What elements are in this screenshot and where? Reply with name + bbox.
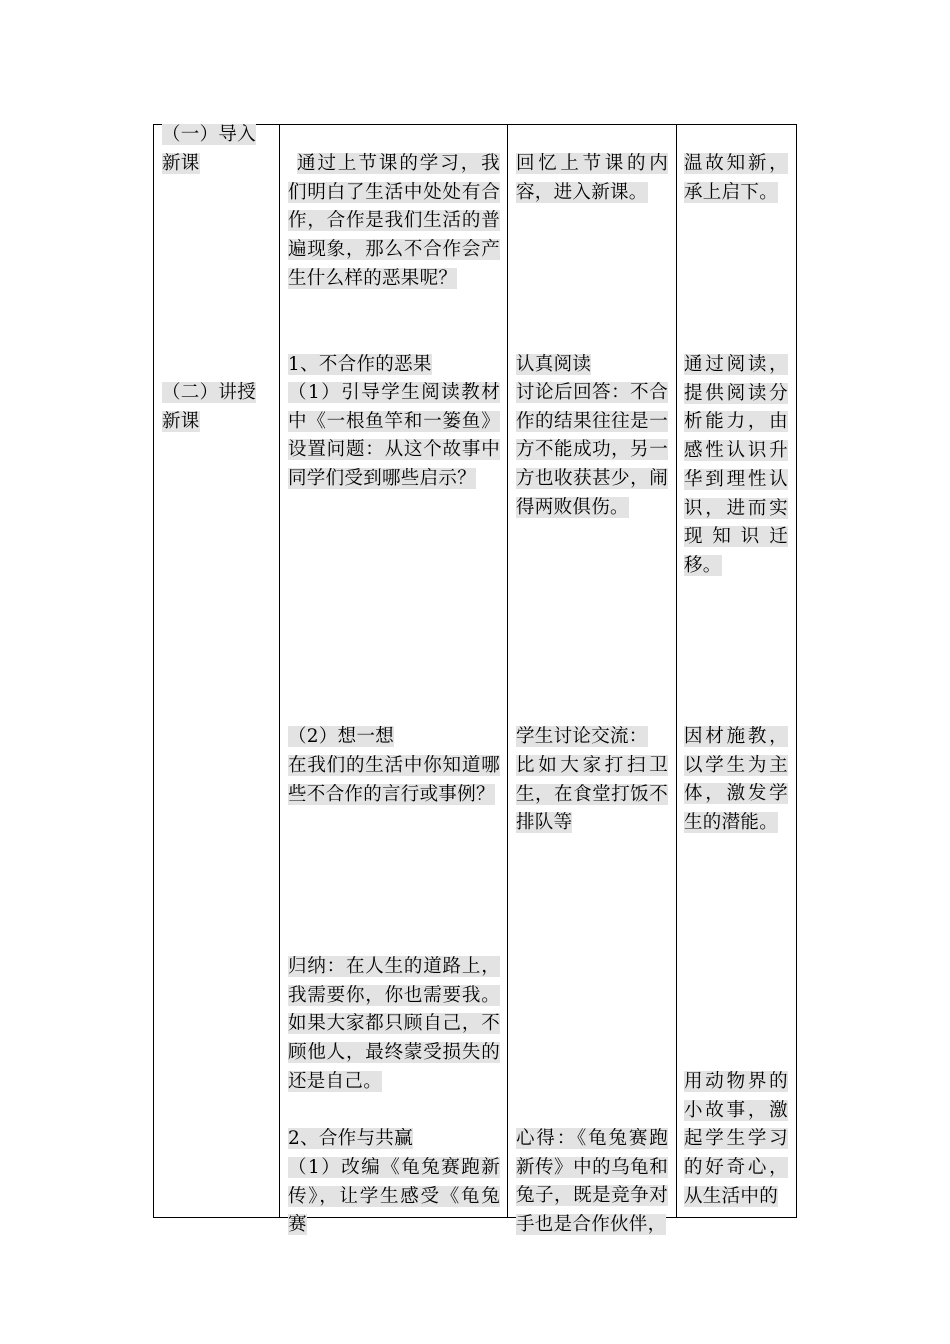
column-divider-3 [676,125,677,1217]
student-activity-3: 心得：《龟兔赛跑新传》中的乌龟和兔子，既是竞争对手也是合作伙伴， [516,1128,668,1236]
student-intro: 回忆上节课的内容，进入新课。 [516,153,668,203]
teacher-intro: 通过上节课的学习，我们明白了生活中处处有合作，合作是我们生活的普遍现象，那么不合作会产生什么样的恶果呢？ [288,153,500,289]
column-divider-1 [279,125,280,1217]
teacher-section-2-heading: 2、合作与共赢 [288,1128,413,1149]
teacher-summary: 归纳：在人生的道路上，我需要你，你也需要我。如果大家都只顾自己，不顾他人，最终蒙受损失的还是自己。 [288,956,500,1092]
intent-activity-3: 用动物界的小故事，激起学生学习的好奇心，从生活中的 [684,1071,788,1207]
student-activity-2-title: 学生讨论交流： [516,726,648,747]
column-divider-2 [507,125,508,1217]
intent-activity-1: 通过阅读，提供阅读分析能力，由感性认识升华到理性认识，进而实现知识迁移。 [684,354,788,576]
student-activity-1-answer: 讨论后回答：不合作的结果往往是一方不能成功，另一方也收获甚少，闹得两败俱伤。 [516,382,668,518]
teacher-activity-2-question: 在我们的生活中你知道哪些不合作的言行或事例？ [288,755,500,805]
intent-intro: 温故知新，承上启下。 [684,153,788,203]
teacher-activity-1: （1）引导学生阅读教材中《一根鱼竿和一篓鱼》设置问题：从这个故事中同学们受到哪些启示？ [288,382,500,490]
stage-lecture: （二）讲授新课 [162,382,257,432]
intent-activity-2: 因材施教，以学生为主体，激发学生的潜能。 [684,726,788,834]
teacher-activity-2-title: （2）想一想 [288,726,395,747]
stage-intro: （一）导入新课 [162,124,257,174]
student-activity-2-examples: 比如大家打扫卫生，在食堂打饭不排队等 [516,755,668,834]
teacher-activity-3: （1）改编《龟兔赛跑新传》，让学生感受《龟兔赛 [288,1157,500,1236]
student-activity-1-read: 认真阅读 [516,354,592,375]
teacher-section-1-heading: 1、不合作的恶果 [288,354,432,375]
